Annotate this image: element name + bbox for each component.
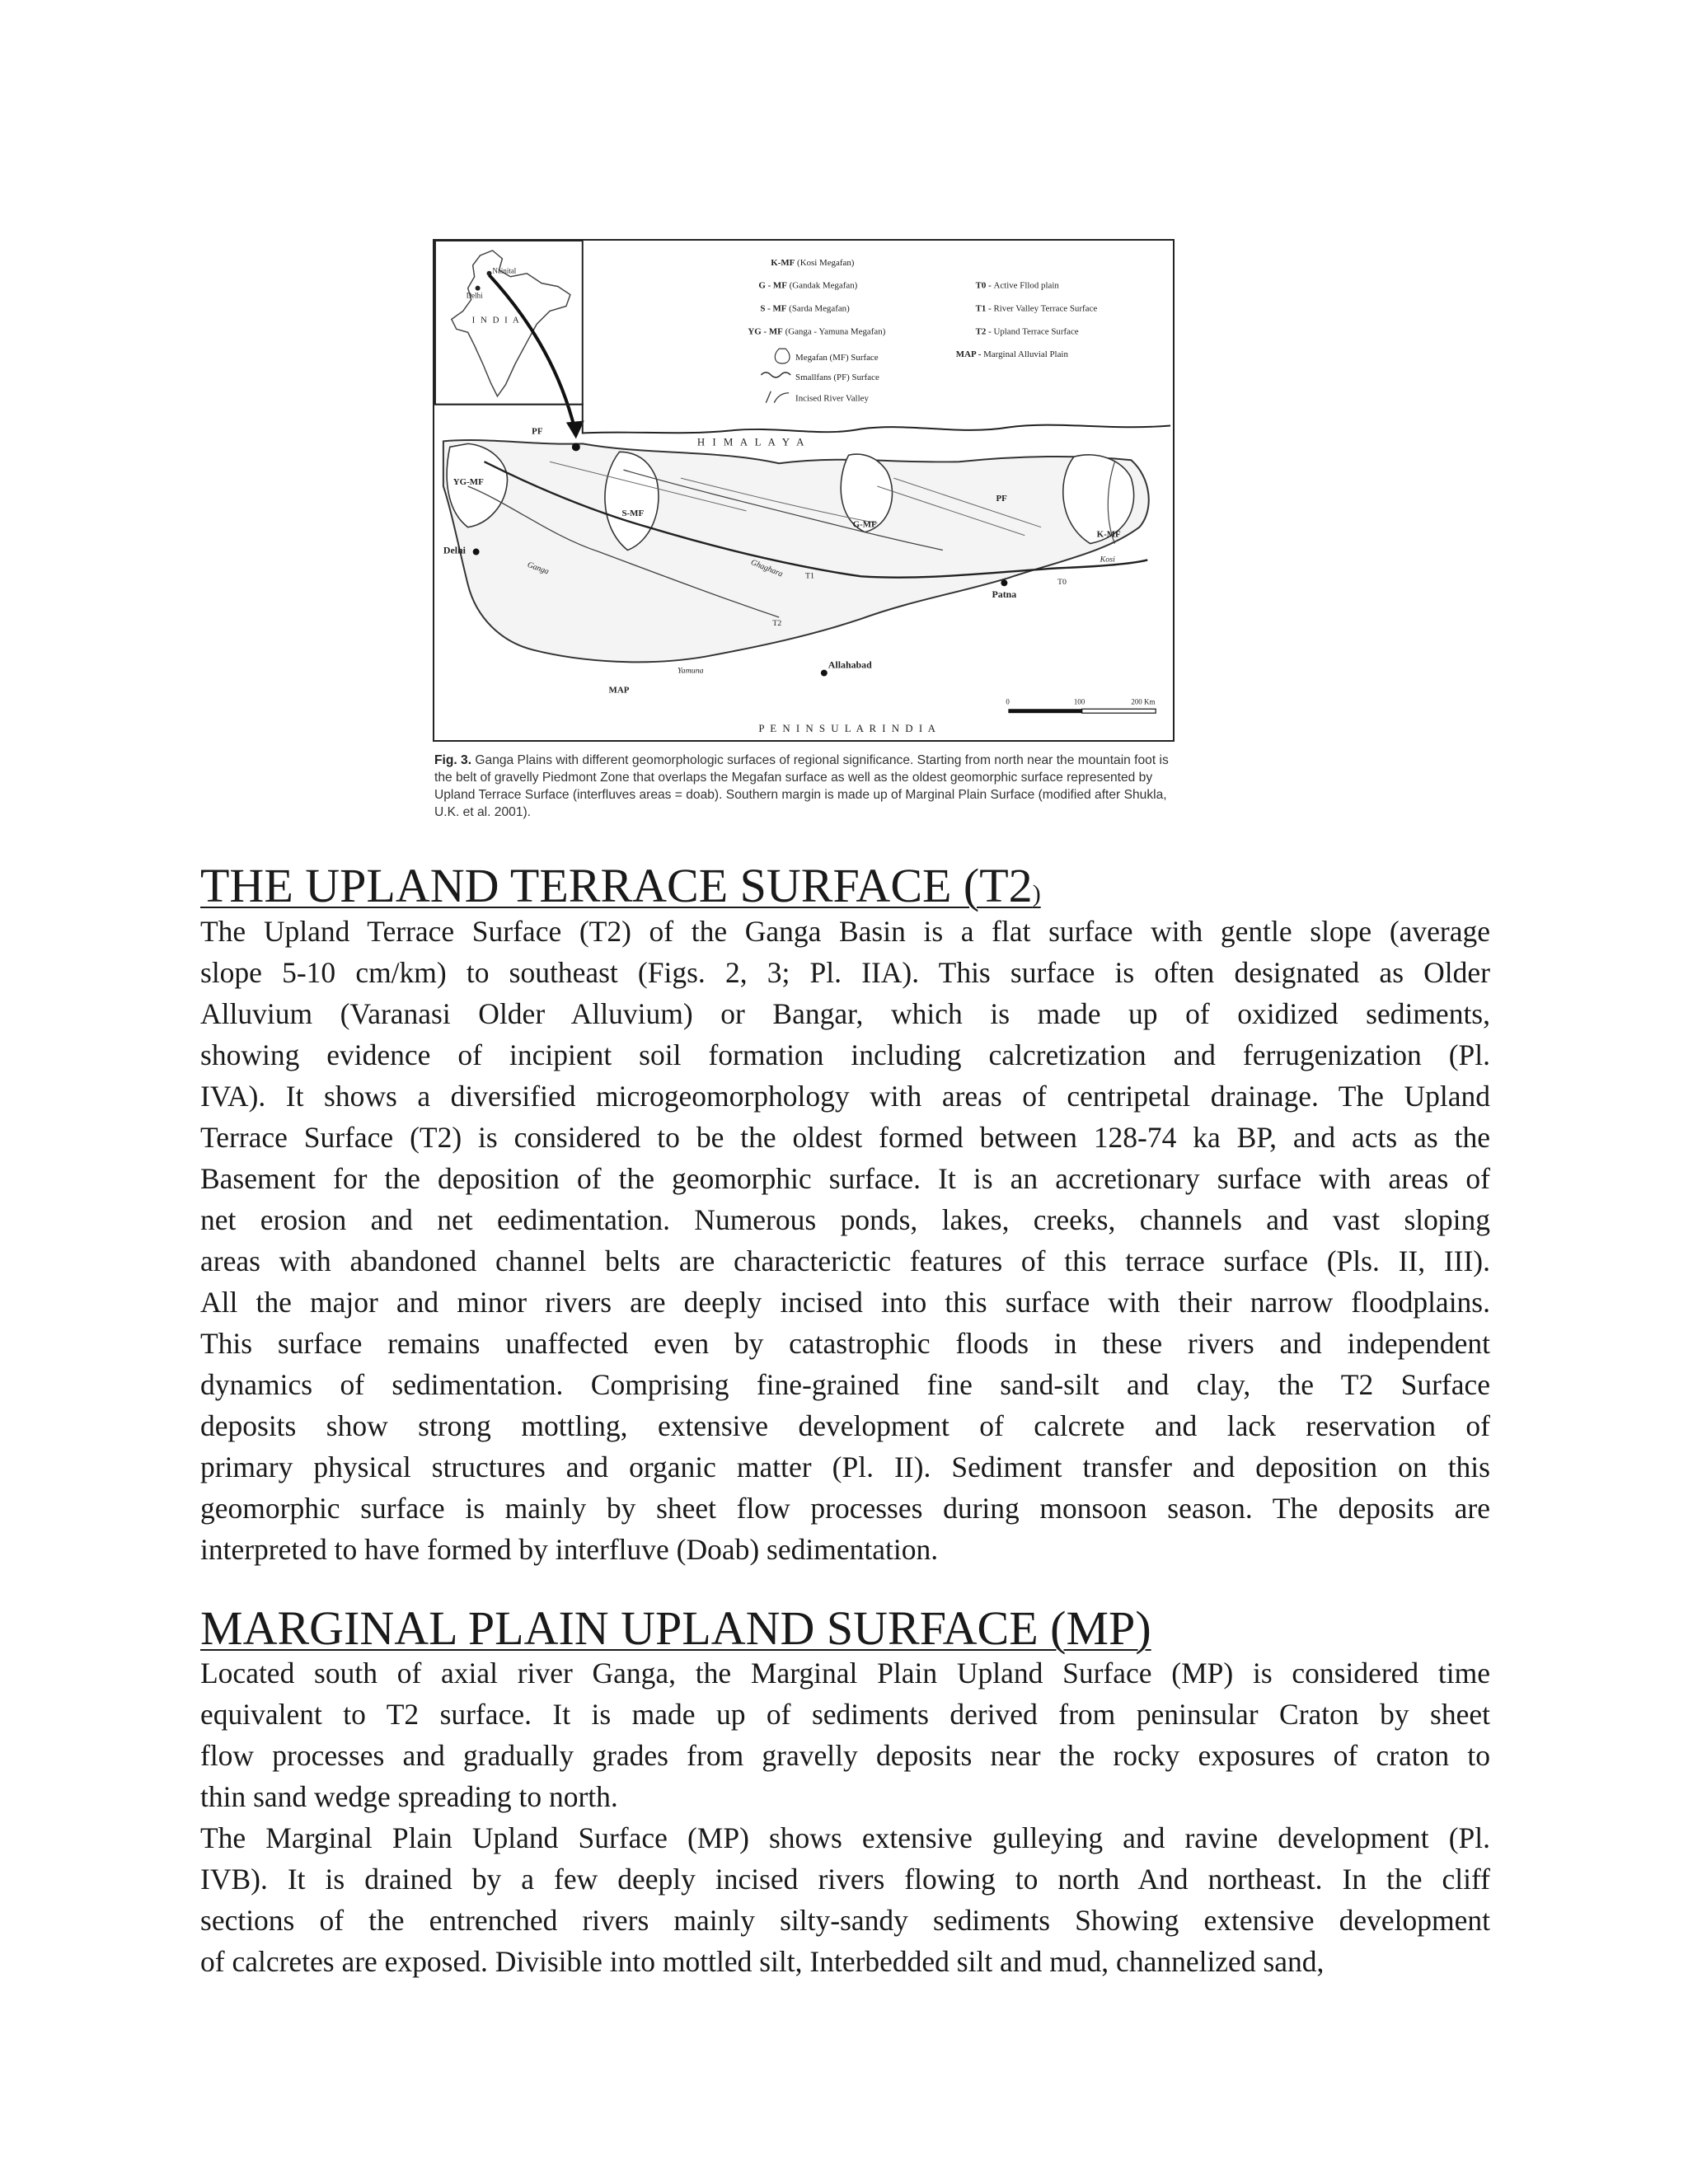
scale-end: 200 Km [1131, 697, 1156, 706]
himalaya-front-line [435, 405, 1170, 437]
paragraph-line: deposits show strong mottling, extensive development of calcrete and lack reservation of [200, 1409, 1490, 1442]
allahabad-city-dot [821, 670, 828, 677]
label-ganga-river: Ganga [526, 560, 551, 577]
label-yg-mf: YG-MF [452, 477, 484, 488]
legend-incised-river: Incised River Valley [795, 393, 869, 404]
paragraph-line: interpreted to have formed by interfluve (Doab) sedimentation. [200, 1533, 939, 1566]
paragraph-line: primary physical structures and organic matter (Pl. II). Sediment transfer and deposition on this [200, 1451, 1490, 1483]
legend-t1: T1 - River Valley Terrace Surface [975, 303, 1098, 314]
label-ghaghara-river: Ghaghara [749, 557, 785, 579]
inset-country-label: I N D I A [471, 315, 521, 326]
paragraph-line: flow processes and gradually grades from gravelly deposits near the rocky exposures of craton to [200, 1739, 1490, 1772]
label-t1: T1 [804, 571, 815, 581]
scale-bar-right [1082, 709, 1156, 713]
patna-city-dot [1001, 579, 1007, 586]
paragraph-line: Terrace Surface (T2) is considered to be the oldest formed between 128-74 ka BP, and acts as the [200, 1121, 1490, 1154]
section2-heading: MARGINAL PLAIN UPLAND SURFACE (MP) [200, 1601, 1151, 1655]
inset-city2: Delhi [466, 291, 483, 300]
paragraph-line: This surface remains unaffected even by catastrophic floods in these rivers and independent [200, 1327, 1490, 1360]
legend-pf-surface: Smallfans (PF) Surface [795, 372, 879, 382]
paragraph-line: of calcretes are exposed. Divisible into mottled silt, Interbedded silt and mud, channelized sand, [200, 1945, 1325, 1978]
label-g-mf: G-MF [852, 519, 877, 530]
delhi-city-dot [473, 549, 480, 555]
label-himalaya: H I M A L A Y A [696, 435, 807, 448]
section1-paragraph [200, 911, 1490, 1570]
map-graphic [434, 241, 1173, 740]
paragraph-line: sections of the entrenched rivers mainly silty-sandy sediments Showing extensive development [200, 1904, 1490, 1937]
label-t0: T0 [1057, 578, 1067, 588]
legend-ygmf: YG - MF (Ganga - Yamuna Megafan) [748, 326, 886, 337]
label-pf-left: PF [532, 426, 543, 437]
legend-mf-surface: Megafan (MF) Surface [795, 353, 879, 363]
label-map: MAP [608, 685, 630, 696]
paragraph-line: Basement for the deposition of the geomorphic surface. It is an accretionary surface with areas of [200, 1162, 1490, 1195]
legend [748, 258, 1097, 404]
paragraph-line: dynamics of sedimentation. Comprising fine-grained fine sand-silt and clay, the T2 Surface [200, 1368, 1490, 1401]
paragraph-line: showing evidence of incipient soil formation including calcretization and ferrugenization (Pl. [200, 1038, 1490, 1071]
megafan-symbol-icon [775, 349, 790, 363]
legend-gmf: G - MF (Gandak Megafan) [758, 280, 858, 291]
legend-kmf: K-MF (Kosi Megafan) [771, 257, 855, 268]
paragraph-line: All the major and minor rivers are deeply incised into this surface with their narrow floodplains. [200, 1286, 1490, 1319]
scale-zero: 0 [1006, 697, 1010, 706]
paragraph-line: The Marginal Plain Upland Surface (MP) shows extensive gulleying and ravine development (Pl. [200, 1821, 1490, 1854]
paragraph-line: slope 5-10 cm/km) to southeast (Figs. 2, 3; Pl. IIA). This surface is often designated as Older [200, 956, 1490, 989]
scale-mid: 100 [1073, 697, 1085, 706]
figure-number: Fig. 3. [434, 753, 472, 767]
arrow-head-icon [566, 421, 584, 439]
smallfan-symbol-icon [761, 373, 790, 377]
pf-apex-dot [572, 443, 580, 451]
label-pf-right: PF [996, 493, 1007, 504]
label-s-mf: S-MF [621, 508, 645, 518]
section1-heading: THE UPLAND TERRACE SURFACE (T2) [200, 859, 1041, 912]
scale-bar-left [1008, 709, 1081, 713]
legend-map: MAP - Marginal Alluvial Plain [955, 349, 1068, 360]
paragraph-line: Alluvium (Varanasi Older Alluvium) or Bangar, which is made up of oxidized sediments, [200, 997, 1490, 1030]
label-k-mf: K-MF [1096, 529, 1121, 540]
figure-ganga-plains-map [433, 239, 1175, 742]
paragraph-line: equivalent to T2 surface. It is made up of sediments derived from peninsular Craton by sheet [200, 1698, 1490, 1731]
paragraph-line: IVA). It shows a diversified microgeomorphology with areas of centripetal drainage. The Upland [200, 1080, 1490, 1113]
ganga-plain-outline [443, 440, 1149, 662]
paragraph-line: Located south of axial river Ganga, the Marginal Plain Upland Surface (MP) is considered time [200, 1657, 1490, 1690]
inset-city1: Nainital [492, 266, 517, 275]
label-patna: Patna [992, 588, 1017, 601]
label-delhi: Delhi [443, 544, 467, 556]
paragraph-line: thin sand wedge spreading to north. [200, 1780, 618, 1813]
label-kosi-river: Kosi [1100, 555, 1115, 565]
label-t2: T2 [772, 618, 782, 628]
figure-caption [434, 752, 1176, 821]
river-valley-symbol-icon [766, 391, 789, 403]
paragraph-line: IVB). It is drained by a few deeply incised rivers flowing to north And northeast. In the cliff [200, 1863, 1490, 1896]
legend-t2: T2 - Upland Terrace Surface [975, 326, 1079, 337]
paragraph-line: areas with abandoned channel belts are characterictic features of this terrace surface (Pls. II, III). [200, 1244, 1490, 1277]
figure-caption-text: Ganga Plains with different geomorphologic surfaces of regional significance. Starting from north near the mountain foot is the belt of gravelly Piedmont Zone that overlaps the Megafan surface as well as the oldest geomorphic surface represented by Upland Terrace Surface (interfluves areas = doab). Southern margin is made up of Marginal Plain Surface (modified after Shukla, U.K. et al. 2001). [434, 753, 1169, 819]
inset-delhi-dot [476, 286, 481, 291]
paragraph-line: net erosion and net eedimentation. Numerous ponds, lakes, creeks, channels and vast sloping [200, 1203, 1490, 1236]
section2-paragraph [200, 1652, 1490, 1982]
legend-smf: S - MF (Sarda Megafan) [760, 303, 850, 314]
legend-t0: T0 - Active Fllod plain [975, 280, 1059, 291]
paragraph-line: The Upland Terrace Surface (T2) of the Ganga Basin is a flat surface with gentle slope (average [200, 915, 1490, 948]
label-yamuna-river: Yamuna [678, 666, 704, 676]
label-allahabad: Allahabad [828, 658, 872, 671]
label-peninsular-india: P E N I N S U L A R I N D I A [758, 722, 937, 735]
paragraph-line: geomorphic surface is mainly by sheet flow processes during monsoon season. The deposits are [200, 1492, 1490, 1525]
